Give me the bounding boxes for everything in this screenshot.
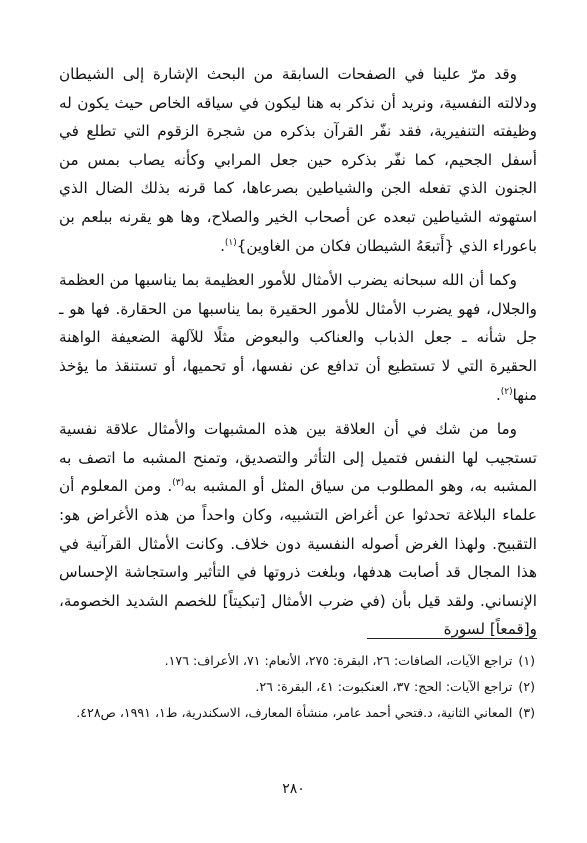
paragraph-2-tail: . — [495, 385, 501, 404]
footnote-divider — [367, 638, 537, 639]
page-number: ٢٨٠ — [282, 781, 305, 797]
paragraph-1 — [59, 60, 537, 260]
paragraph-1-tail: . — [220, 236, 225, 255]
footnote-3-number: (٣) — [518, 705, 535, 720]
footnote-2-number: (٢) — [518, 679, 535, 694]
footnote-ref-3: (٣) — [172, 478, 185, 489]
footnote-2-text: تراجع الآيات: الحج: ٣٧، العنكبوت: ٤١، البقرة: ٢٦. — [255, 679, 513, 694]
paragraph-2-text: وكما أن الله سبحانه يضرب الأمثال للأمور العظيمة بما يناسبها من العظمة والجلال، فهو يضرب الأمثال للأمور الحقيرة بما يناسبها من الحقارة. فها هو ـ جل شأنه ـ جعل الذباب والعناكب والبعوض مثلًا للآلهة الضعيفة الواهنة الحقيرة التي لا تستطيع أن تدافع عن نفسها، أو تحميها، أو تستنقذ ما يؤخذ منها — [59, 271, 537, 404]
footnote-3 — [61, 702, 535, 724]
footnotes-section — [61, 650, 535, 728]
footnote-ref-1: (١) — [224, 237, 237, 248]
paragraph-3 — [59, 415, 537, 644]
paragraph-3-text: وما من شك في أن العلاقة بين هذه المشبهات والأمثال علاقة نفسية تستجيب لها النفس فتميل إلى التأثر والتصديق، وتمنح المشبه ما اتصف به المشبه به، وهو المطلوب من سياق المثل أو المشبه به — [59, 420, 537, 496]
paragraph-3-tail: . ومن المعلوم أن علماء البلاغة تحدثوا عن أغراض التشبيه، وكان واحداً من هذه الأغراض هو: التقبيح. ولهذا الغرض أصوله النفسية دون خلاف. وكانت الأمثال القرآنية في هذا المجال قد أصابت هدفها، وبلغت ذروتها في التأثير واستجاشة الإحساس الإنساني. ولقد قيل بأن (في ضرب الأمثال [تبكيتاً] للخصم الشديد الخصومة، و[قمعاً] لسورة — [59, 477, 537, 639]
footnote-ref-2: (٢) — [500, 386, 513, 397]
paragraph-1-text: وقد مرّ علينا في الصفحات السابقة من البحث الإشارة إلى الشيطان ودلالته النفسية، ونريد أن نذكر به هنا ليكون في سياقه الخاص حيث يكون له وظيفته التنفيرية، فقد نفّر القرآن بذكره من شجرة الزقوم التي تطلع في أسفل الجحيم، كما نفّر بذكره حين جعل المرابي وكأنه يصاب بمس من الجنون الذي تفعله الجن والشياطين بصرعاها، كما قرنه بذلك الضال الذي استهوته الشياطين تبعده عن أصحاب الخير والصلاح، وها هو يقرنه ببلعم بن باعوراء الذي {أَتبعَهُ الشيطان فكان من الغاوين} — [59, 65, 537, 255]
footnote-1-number: (١) — [518, 653, 535, 668]
paragraph-2 — [59, 266, 537, 409]
footnote-2 — [61, 676, 535, 698]
footnote-1-text: تراجع الآيات، الصافات: ٢٦، البقرة: ٢٧٥، الأنعام: ٧١، الأعراف: ١٧٦. — [164, 653, 513, 668]
footnote-1 — [61, 650, 535, 672]
footnote-3-text: المعاني الثانية، د.فتحي أحمد عامر، منشأة المعارف، الاسكندرية، ط١، ١٩٩١، ص٤٢٨. — [76, 705, 513, 720]
main-text — [59, 60, 537, 650]
